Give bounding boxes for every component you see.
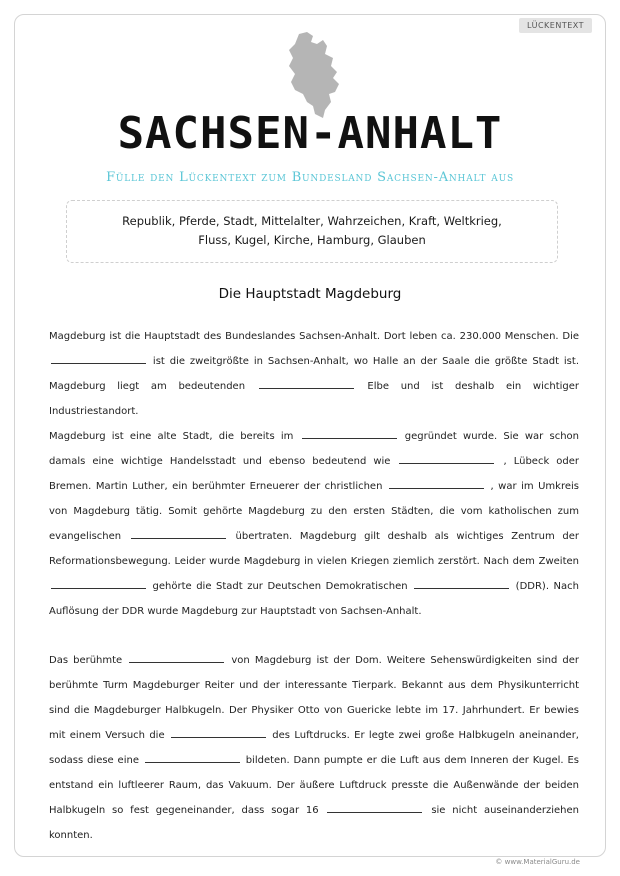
- worksheet-type-tag: LÜCKENTEXT: [519, 18, 592, 33]
- text-segment: gegründet wurde. Sie war schon damals eine wichtige Handelsstadt und ebenso bedeutend wie: [49, 431, 579, 467]
- page-subtitle: Fülle den Lückentext zum Bundesland Sachsen-Anhalt aus: [106, 170, 514, 185]
- page-title: SACHSEN-ANHALT: [117, 108, 503, 159]
- blank-field[interactable]: [414, 587, 509, 589]
- paragraph-1: [49, 324, 579, 424]
- blank-field[interactable]: [399, 462, 494, 464]
- text-segment: , Lübeck oder Bremen. Martin Luther, ein berühmter Erneuerer der christlichen: [49, 456, 579, 492]
- paragraph-2: [49, 424, 579, 624]
- text-segment: übertraten. Magdeburg gilt deshalb als wichtiges Zentrum der Reformationsbewegung. Leider wurde Magdeburg in vielen Kriegen ziemlich zerstört. Nach dem Zweiten: [49, 531, 580, 567]
- blank-field[interactable]: [389, 487, 484, 489]
- copyright-footer: © www.MaterialGuru.de: [495, 858, 580, 866]
- blank-field[interactable]: [129, 661, 224, 663]
- text-segment: bildeten. Dann pumpte er die Luft aus dem Inneren der Kugel. Es entstand ein luftleerer Raum, das Vakuum. Der äußere Luftdruck presste die Außenwände der beiden Halbkugeln so fest gegeneinander, dass sogar 16: [49, 755, 579, 816]
- blank-field[interactable]: [302, 437, 397, 439]
- saxony-anhalt-map-icon: [283, 30, 343, 120]
- blank-field[interactable]: [171, 736, 266, 738]
- blank-field[interactable]: [51, 362, 146, 364]
- blank-field[interactable]: [259, 387, 354, 389]
- text-segment: von Magdeburg ist der Dom. Weitere Sehenswürdigkeiten sind der berühmte Turm Magdeburger Reiter und der interessante Tierpark. Bekannt aus dem Physikunterricht sind die Magdeburger Halbkugeln. Der Physiker Otto von Guericke lebte im 17. Jahrhundert. Er bewies mit einem Versuch die: [49, 655, 579, 741]
- text-segment: sie nicht auseinanderziehen konnten.: [49, 805, 579, 841]
- text-segment: ist die zweitgrößte in Sachsen-Anhalt, wo Halle an der Saale die größte Stadt ist. Magdeburg liegt am bedeutenden: [49, 356, 579, 392]
- word-bank-line: Fluss, Kugel, Kirche, Hamburg, Glauben: [198, 233, 426, 247]
- blank-field[interactable]: [131, 537, 226, 539]
- text-segment: des Luftdrucks. Er legte zwei große Halbkugeln aneinander, sodass diese eine: [49, 730, 579, 766]
- text-segment: Elbe und ist deshalb ein wichtiger Industriestandort.: [49, 381, 580, 417]
- text-segment: , war im Umkreis von Magdeburg tätig. Somit gehörte Magdeburg zu den ersten Städten, die vom katholischen zum evangelischen: [49, 481, 579, 542]
- text-segment: gehörte die Stadt zur Deutschen Demokratischen: [152, 581, 408, 592]
- blank-field[interactable]: [327, 811, 422, 813]
- blank-field[interactable]: [145, 761, 240, 763]
- text-segment: Magdeburg ist eine alte Stadt, die bereits im: [49, 431, 294, 442]
- text-segment: Magdeburg ist die Hauptstadt des Bundeslandes Sachsen-Anhalt. Dort leben ca. 230.000 Menschen. Die: [49, 331, 579, 342]
- paragraph-3: [49, 648, 579, 848]
- word-bank-line: Republik, Pferde, Stadt, Mittelalter, Wahrzeichen, Kraft, Weltkrieg,: [122, 214, 502, 228]
- text-segment: Das berühmte: [49, 655, 123, 666]
- text-segment: (DDR). Nach Auflösung der DDR wurde Magdeburg zur Hauptstadt von Sachsen-Anhalt.: [49, 581, 579, 617]
- word-bank: [66, 200, 558, 263]
- blank-field[interactable]: [51, 587, 146, 589]
- section-heading: Die Hauptstadt Magdeburg: [218, 286, 402, 302]
